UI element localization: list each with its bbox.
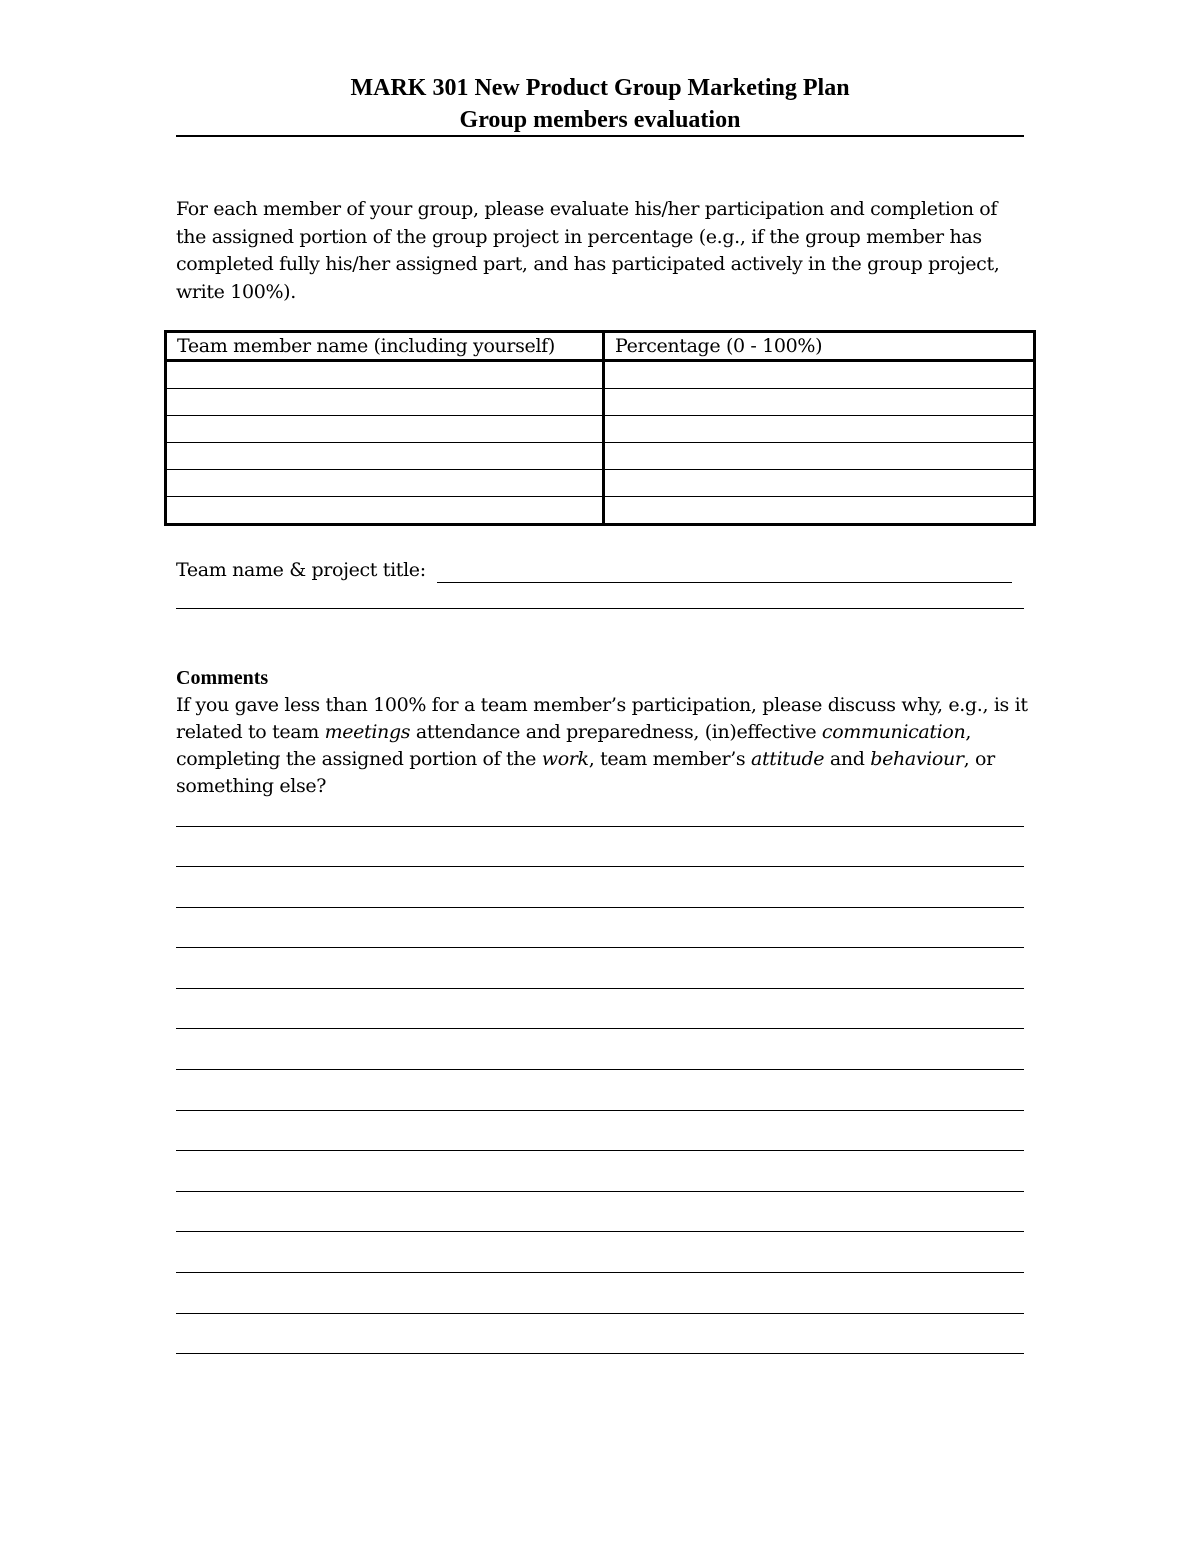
evaluation-table (164, 330, 1036, 526)
comments-text-part: , completing the assigned portion of the (176, 721, 972, 770)
comments-text-part: and (824, 748, 871, 770)
comment-answer-line[interactable] (176, 1028, 1024, 1029)
table-row (166, 361, 1035, 389)
percentage-cell[interactable] (604, 389, 1035, 416)
member-name-cell[interactable] (166, 443, 604, 470)
title-underline (176, 135, 1024, 137)
column-header-name: Team member name (including yourself) (166, 332, 604, 361)
document-title (176, 72, 1024, 136)
percentage-cell[interactable] (604, 497, 1035, 525)
comment-answer-line[interactable] (176, 1069, 1024, 1070)
comments-heading: Comments (176, 667, 269, 689)
title-line-1: MARK 301 New Product Group Marketing Plan (350, 75, 850, 101)
comment-answer-line[interactable] (176, 947, 1024, 948)
comments-text-part: If you gave less than 100% for a team member’s participation, please discuss why, e.g., is it related to team (176, 694, 1028, 743)
comment-answer-line[interactable] (176, 1110, 1024, 1111)
project-title-fill-line[interactable] (176, 608, 1024, 609)
table-row (166, 497, 1035, 525)
comment-answer-line[interactable] (176, 826, 1024, 827)
comments-emphasis-behaviour: behaviour (870, 748, 964, 770)
member-name-cell[interactable] (166, 497, 604, 525)
team-name-label: Team name & project title: (176, 559, 426, 581)
member-name-cell[interactable] (166, 416, 604, 443)
intro-paragraph: For each member of your group, please evaluate his/her participation and completion of the assigned portion of the group project in percentage (e.g., if the group member has completed fully his/her assigned part, and has participated actively in the group project, write 100%). (176, 198, 1000, 303)
table-header-row (166, 332, 1035, 361)
percentage-cell[interactable] (604, 443, 1035, 470)
comments-emphasis-attitude: attitude (751, 748, 825, 770)
comments-prompt (176, 692, 1028, 800)
comment-answer-line[interactable] (176, 1313, 1024, 1314)
comment-answer-line[interactable] (176, 1150, 1024, 1151)
percentage-cell[interactable] (604, 416, 1035, 443)
column-header-percentage: Percentage (0 - 100%) (604, 332, 1035, 361)
comment-answer-line[interactable] (176, 1353, 1024, 1354)
team-name-fill-line[interactable] (437, 582, 1012, 583)
member-name-cell[interactable] (166, 389, 604, 416)
table-row (166, 416, 1035, 443)
table-row (166, 389, 1035, 416)
member-name-cell[interactable] (166, 361, 604, 389)
comment-answer-line[interactable] (176, 866, 1024, 867)
title-line-2: Group members evaluation (459, 107, 741, 133)
percentage-cell[interactable] (604, 470, 1035, 497)
comment-answer-line[interactable] (176, 1272, 1024, 1273)
comments-emphasis-meetings: meetings (324, 721, 411, 743)
comment-answer-line[interactable] (176, 988, 1024, 989)
table-row (166, 470, 1035, 497)
comments-emphasis-work: work (541, 748, 589, 770)
comments-text-part: attendance and preparedness, (in)effective (410, 721, 822, 743)
table-row (166, 443, 1035, 470)
comment-answer-line[interactable] (176, 907, 1024, 908)
comments-text-part: , or something else? (176, 748, 995, 797)
comments-text-part: , team member’s (588, 748, 752, 770)
comment-answer-line[interactable] (176, 1231, 1024, 1232)
percentage-cell[interactable] (604, 361, 1035, 389)
comment-answer-line[interactable] (176, 1191, 1024, 1192)
comments-emphasis-communication: communication (821, 721, 966, 743)
member-name-cell[interactable] (166, 470, 604, 497)
